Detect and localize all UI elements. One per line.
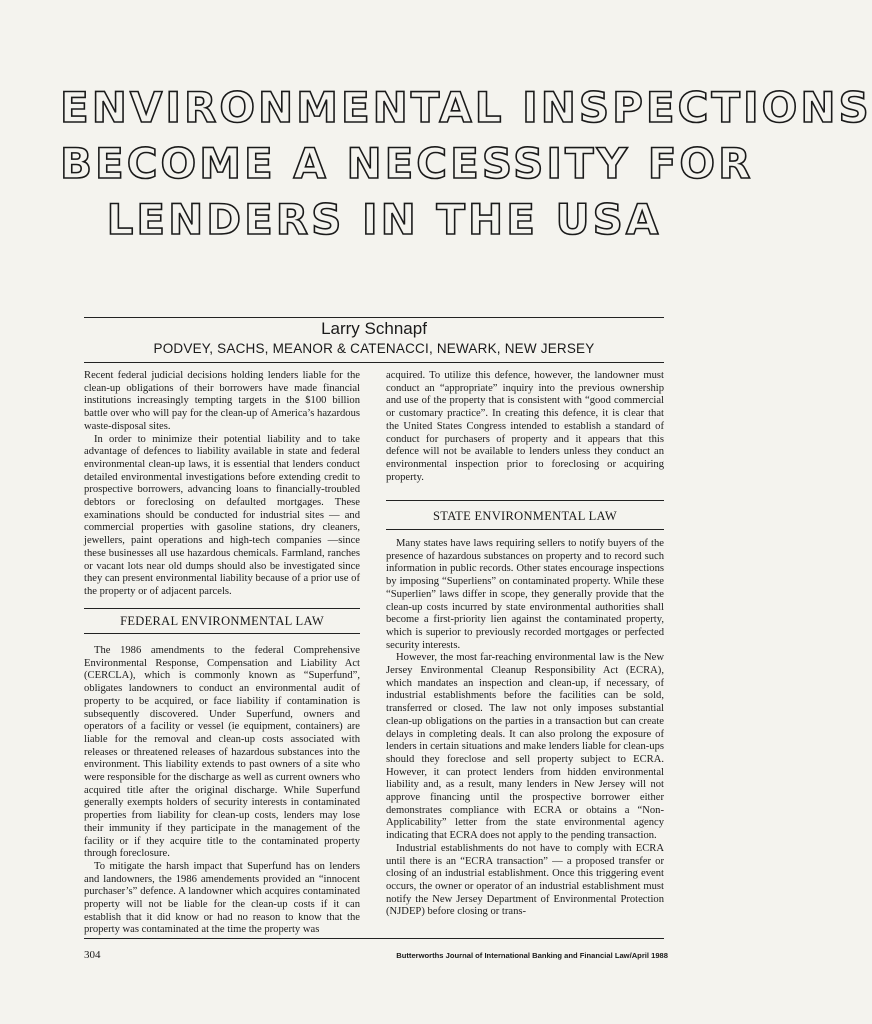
author-affiliation: PODVEY, SACHS, MEANOR & CATENACCI, NEWARK, NEW JERSEY bbox=[153, 341, 595, 356]
footer-rule bbox=[84, 938, 664, 939]
page-number: 304 bbox=[84, 949, 101, 961]
left-column-intro bbox=[84, 370, 360, 606]
section-rule bbox=[84, 608, 360, 609]
paragraph: Industrial establishments do not have to comply with ECRA until there is an “ECRA transaction” — a proposed transfer or closing of an industrial establishment. Once this triggering event occurs, the owner or operator of an industrial establishment must notify the New Jersey Department of Environmental Protection (NJDEP) before closing or trans- bbox=[386, 842, 664, 918]
paragraph: Recent federal judicial decisions holding lenders liable for the clean-up obligations of their borrowers have made financial institutions increasingly tempting targets in the $100 billion battle over who will pay for the clean-up of America’s hazardous waste-disposal sites. bbox=[84, 370, 360, 432]
paragraph: However, the most far-reaching environmental law is the New Jersey Environmental Cleanup Responsibility Act (ECRA), which mandates an inspection and clean-up, if necessary, of industrial establishments before the facilities can be sold, transferred or closed. The law not only imposes substantial clean-up obligations on the parties in a transaction but can create delays in completing deals. It can also prolong the exposure of lenders in certain situations and make lenders liable for clean-ups should they foreclose and sell property subject to ECRA. However, it can protect lenders from hidden environmental liability and, as a result, many lenders in New Jersey will not approve financing until the prospective borrower either demonstrates compliance with ECRA or obtains a “Non-Applicability” letter from the state environmental agency indicating that ECRA does not apply to the pending transaction. bbox=[386, 652, 664, 842]
section-heading-state: STATE ENVIRONMENTAL LAW bbox=[433, 509, 617, 523]
left-column-body bbox=[84, 645, 360, 935]
paragraph: The 1986 amendments to the federal Comprehensive Environmental Response, Compensation and Liability Act (CERCLA), which is commonly known as “Superfund”, obligates landowners to conduct an environmental audit of property to be acquired, or face liability if contamination is subsequently discovered. Under Superfund, owners and operators of a facility or vessel (ie equipment, containers) are liable for the removal and clean-up costs associated with releases or threatened releases of hazardous substances into the environment. This liability extends to past owners of a site who were responsible for the discharge as well as current owners who acquired title after the original discharge. While Superfund generally exempts holders of security interests in contaminated properties from liability for clean-up costs, lenders may lose their immunity if they participate in the management of the facility or if they acquire title to the contaminated property through foreclosure. bbox=[84, 645, 360, 860]
byline-bottom-rule bbox=[84, 362, 664, 363]
journal-citation: Butterworths Journal of International Banking and Financial Law/April 1988 bbox=[396, 951, 668, 960]
author-name: Larry Schnapf bbox=[321, 319, 427, 338]
title-line-3: LENDERS IN THE USA bbox=[106, 195, 662, 244]
byline-top-rule bbox=[84, 317, 664, 318]
section-rule bbox=[386, 500, 664, 501]
paragraph: In order to minimize their potential liability and to take advantage of defences to liability available in state and federal environmental clean-up laws, it is essential that lenders conduct detailed environmental investigations before extending credit to prospective borrowers, advancing loans to financially-troubled debtors or foreclosing on defaulted mortgages. These examinations should be conducted for industrial sites — and commercial properties with gasoline stations, dry cleaners, jewellers, paint operations and high-tech companies —since these businesses all use hazardous chemicals. Farmland, ranches or vacant lots near old dumps should also be investigated since they can present environmental liability because of a prior use of the property or of adjacent parcels. bbox=[84, 433, 360, 597]
section-rule bbox=[386, 529, 664, 530]
title-line-1: ENVIRONMENTAL INSPECTIONS bbox=[60, 83, 872, 132]
paragraph: To mitigate the harsh impact that Superfund has on lenders and landowners, the 1986 amendements provided an “innocent purchaser’s” defence. A landowner which acquires contaminated property will not be liable for the clean-up costs if it can establish that it did know or had no reason to know that the property was contaminated at the time the property was bbox=[84, 860, 360, 936]
paragraph: Many states have laws requiring sellers to notify buyers of the presence of hazardous substances on property and to record such information in public records. Other states encourage inspections by imposing “Superliens” on contaminated property. While these “Superlien” laws differ in scope, they generally provide that the clean-up costs incurred by state environmental authorities shall become a first-priority lien against the contaminated property, which is superior to previously recorded mortgages or perfected security interests. bbox=[386, 538, 664, 651]
article-title bbox=[60, 80, 872, 248]
section-heading-federal: FEDERAL ENVIRONMENTAL LAW bbox=[120, 614, 324, 628]
section-rule bbox=[84, 633, 360, 634]
right-column-body bbox=[386, 538, 664, 935]
right-column-intro bbox=[386, 370, 664, 488]
paragraph: acquired. To utilize this defence, however, the landowner must conduct an “appropriate” inquiry into the previous ownership and use of the property that is consistent with “good commercial or customary practice”. In creating this defence, it is clear that the United States Congress intended to establish a standard of conduct for purchasers of property and it appears that this defence will not be available to lenders unless they conduct an environmental inspection prior to foreclosing or acquiring property. bbox=[386, 370, 664, 483]
title-line-2: BECOME A NECESSITY FOR bbox=[60, 139, 754, 188]
